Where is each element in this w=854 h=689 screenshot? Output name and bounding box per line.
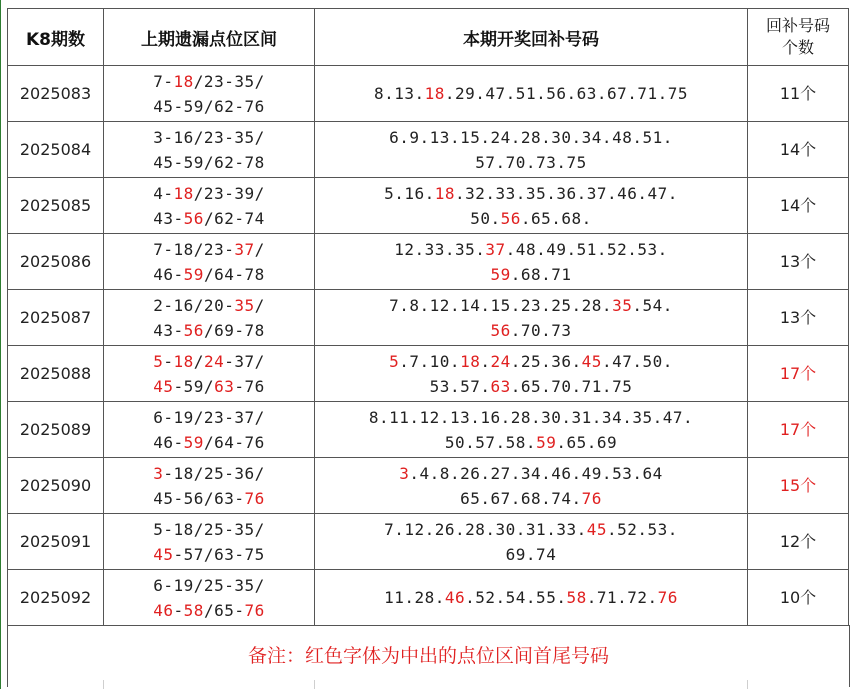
interval-cell-line: [104, 69, 314, 94]
sheet-gridline: [103, 680, 104, 689]
period-cell: 2025088: [8, 346, 104, 402]
count-cell: 12个: [748, 514, 849, 570]
number-text: 12.33.35.: [394, 239, 486, 259]
highlight-number: 24: [490, 351, 511, 371]
interval-cell-line: [104, 262, 314, 287]
number-text: 6-19/23-37/: [153, 407, 265, 427]
number-text: 43-: [153, 208, 184, 228]
interval-cell-line: [104, 517, 314, 542]
highlight-number: 45: [153, 376, 174, 396]
count-cell: 17个: [748, 402, 849, 458]
number-text: .29.47.51.56.63.67.71.75: [444, 84, 689, 103]
numbers-cell-line: [315, 405, 747, 430]
number-text: 3-16/23-35/: [153, 127, 265, 147]
interval-cell: [104, 234, 315, 290]
table-row: [8, 458, 849, 514]
number-text: -: [163, 351, 174, 371]
highlight-number: 59: [183, 432, 204, 452]
header-interval: 上期遗漏点位区间: [104, 9, 315, 66]
number-text: 11.28.: [384, 588, 445, 607]
numbers-cell-line: [315, 517, 747, 542]
highlight-number: 18: [424, 84, 445, 103]
number-text: 7.12.26.28.30.31.33.: [384, 519, 587, 539]
number-text: -18/25-36/: [163, 463, 265, 483]
count-cell: 13个: [748, 234, 849, 290]
numbers-cell-line: [315, 430, 747, 455]
highlight-number: 18: [173, 351, 194, 371]
number-text: 6-19/25-35/: [153, 575, 265, 595]
sheet-gridline: [747, 680, 748, 689]
number-text: -57/63-75: [173, 544, 265, 564]
header-count: [748, 9, 849, 66]
numbers-cell-line: [315, 150, 747, 175]
sheet-gridline: [314, 680, 315, 689]
number-text: 45-56/63-: [153, 488, 245, 508]
header-numbers: 本期开奖回补号码: [315, 9, 748, 66]
header-row: [8, 9, 849, 66]
table-row: [8, 514, 849, 570]
interval-cell: [104, 290, 315, 346]
count-cell: 11个: [748, 66, 849, 122]
highlight-number: 5: [389, 351, 400, 371]
highlight-number: 58: [183, 600, 204, 620]
highlight-number: 46: [153, 600, 174, 620]
table-row: [8, 290, 849, 346]
interval-cell-line: [104, 318, 314, 343]
number-text: /23-35/: [193, 71, 265, 91]
number-text: /69-78: [203, 320, 265, 340]
highlight-number: 56: [500, 208, 521, 228]
number-text: .65.70.71.75: [510, 376, 633, 396]
number-text: .25.36.: [510, 351, 582, 371]
number-text: -76: [234, 376, 265, 396]
numbers-cell-line: [315, 293, 747, 318]
highlight-number: 76: [657, 588, 678, 607]
number-text: 7.8.12.14.15.23.25.28.: [389, 295, 613, 315]
interval-cell: [104, 122, 315, 178]
number-text: .: [480, 351, 491, 371]
numbers-cell-line: [315, 125, 747, 150]
highlight-number: 24: [203, 351, 225, 371]
numbers-cell-line: [315, 318, 747, 343]
interval-cell-line: [104, 486, 314, 511]
number-text: 5-18/25-35/: [153, 519, 265, 539]
number-text: .71.72.: [586, 588, 658, 607]
number-text: -: [173, 600, 184, 620]
highlight-number: 5: [153, 351, 164, 371]
highlight-number: 18: [173, 71, 194, 91]
interval-cell-line: [104, 461, 314, 486]
number-text: -37/: [224, 351, 265, 371]
number-text: /: [254, 239, 265, 259]
numbers-cell: [315, 346, 748, 402]
highlight-number: 58: [566, 588, 587, 607]
highlight-number: 45: [586, 519, 607, 539]
footnote: 备注：红色字体为中出的点位区间首尾号码: [7, 625, 850, 687]
number-text: 65.67.68.74.: [460, 488, 582, 508]
number-text: .65.69: [556, 432, 618, 452]
interval-cell-line: [104, 181, 314, 206]
numbers-cell-line: [315, 461, 747, 486]
number-text: .54.: [632, 295, 673, 315]
interval-cell: [104, 570, 315, 626]
period-cell: 2025090: [8, 458, 104, 514]
number-text: 50.57.58.: [444, 432, 537, 452]
highlight-number: 3: [399, 463, 410, 483]
number-text: /: [193, 351, 204, 371]
number-text: 6.9.13.15.24.28.30.34.48.51.: [389, 127, 673, 147]
count-cell: 13个: [748, 290, 849, 346]
header-count-line1: 回补号码: [765, 16, 830, 35]
number-text: 7-18/23-: [153, 239, 235, 259]
number-text: .70.73: [510, 320, 572, 340]
numbers-cell: [315, 178, 748, 234]
numbers-cell-line: [315, 486, 747, 511]
interval-cell-line: [104, 598, 314, 623]
interval-cell-line: [104, 94, 314, 119]
count-cell: 17个: [748, 346, 849, 402]
table-row: [8, 234, 849, 290]
header-count-line2: 个数: [781, 38, 814, 57]
number-text: .32.33.35.36.37.46.47.: [455, 183, 678, 203]
number-text: .4.8.26.27.34.46.49.53.64: [409, 463, 663, 483]
highlight-number: 59: [183, 264, 204, 284]
interval-cell: [104, 346, 315, 402]
numbers-cell: [315, 122, 748, 178]
period-cell: 2025087: [8, 290, 104, 346]
interval-cell: [104, 178, 315, 234]
interval-cell-line: [104, 430, 314, 455]
highlight-number: 63: [214, 376, 235, 396]
number-text: .48.49.51.52.53.: [505, 239, 668, 259]
number-text: .52.53.: [606, 519, 678, 539]
interval-cell: [104, 402, 315, 458]
period-cell: 2025091: [8, 514, 104, 570]
numbers-cell-line: [315, 81, 747, 106]
number-text: 5.16.: [384, 183, 435, 203]
number-text: 46-: [153, 432, 184, 452]
table-row: [8, 402, 849, 458]
table-row: [8, 66, 849, 122]
highlight-number: 76: [244, 488, 265, 508]
numbers-cell: [315, 570, 748, 626]
highlight-number: 76: [581, 488, 602, 508]
interval-cell: [104, 514, 315, 570]
number-text: 45-59/62-78: [153, 152, 265, 172]
period-cell: 2025085: [8, 178, 104, 234]
highlight-number: 37: [234, 239, 255, 259]
number-text: 8.13.: [373, 84, 425, 103]
numbers-cell: [315, 514, 748, 570]
numbers-cell: [315, 458, 748, 514]
number-text: 69.74: [505, 544, 557, 564]
number-text: /62-74: [203, 208, 265, 228]
highlight-number: 59: [536, 432, 557, 452]
highlight-number: 37: [485, 239, 506, 259]
interval-cell-line: [104, 573, 314, 598]
number-text: 53.57.: [429, 376, 491, 396]
highlight-number: 46: [444, 588, 466, 607]
interval-cell-line: [104, 542, 314, 567]
highlight-number: 59: [490, 264, 511, 284]
numbers-cell: [315, 290, 748, 346]
numbers-cell-line: [315, 181, 747, 206]
interval-cell: [104, 458, 315, 514]
table-body: [8, 66, 849, 626]
table-row: [8, 570, 849, 626]
interval-cell-line: [104, 206, 314, 231]
interval-cell-line: [104, 405, 314, 430]
highlight-number: 35: [612, 295, 633, 315]
highlight-number: 3: [153, 463, 164, 483]
highlight-number: 56: [490, 320, 511, 340]
number-text: /65-: [203, 600, 245, 620]
interval-cell: [104, 66, 315, 122]
highlight-number: 18: [173, 183, 194, 203]
number-text: /23-39/: [193, 183, 265, 203]
interval-cell-line: [104, 374, 314, 399]
count-cell: 15个: [748, 458, 849, 514]
table-row: [8, 346, 849, 402]
highlight-number: 18: [434, 183, 455, 203]
table-row: [8, 122, 849, 178]
numbers-cell-line: [315, 542, 747, 567]
interval-cell-line: [104, 150, 314, 175]
numbers-cell: [315, 66, 748, 122]
number-text: .52.54.55.: [465, 588, 567, 607]
highlight-number: 45: [153, 544, 174, 564]
number-text: -59/: [173, 376, 215, 396]
sheet-left-border: [0, 0, 1, 689]
highlight-number: 35: [234, 295, 255, 315]
period-cell: 2025084: [8, 122, 104, 178]
highlight-number: 76: [244, 600, 265, 620]
period-cell: 2025086: [8, 234, 104, 290]
highlight-number: 45: [581, 351, 602, 371]
highlight-number: 63: [490, 376, 511, 396]
header-period: K8期数: [8, 9, 104, 66]
interval-cell-line: [104, 125, 314, 150]
numbers-cell-line: [315, 206, 747, 231]
numbers-cell: [315, 402, 748, 458]
numbers-cell-line: [315, 349, 747, 374]
number-text: 57.70.73.75: [475, 152, 587, 172]
number-text: 45-59/62-76: [153, 96, 265, 116]
interval-cell-line: [104, 349, 314, 374]
numbers-cell-line: [315, 585, 747, 610]
number-text: 46-: [153, 264, 184, 284]
number-text: .47.50.: [601, 351, 673, 371]
number-text: 4-: [153, 183, 174, 203]
highlight-number: 56: [183, 208, 204, 228]
numbers-cell-line: [315, 262, 747, 287]
period-cell: 2025089: [8, 402, 104, 458]
count-cell: 14个: [748, 122, 849, 178]
interval-cell-line: [104, 237, 314, 262]
highlight-number: 56: [183, 320, 204, 340]
period-cell: 2025092: [8, 570, 104, 626]
numbers-cell-line: [315, 374, 747, 399]
count-cell: 14个: [748, 178, 849, 234]
number-text: 8.11.12.13.16.28.30.31.34.35.47.: [368, 407, 694, 427]
interval-cell-line: [104, 293, 314, 318]
number-text: /64-78: [203, 264, 265, 284]
numbers-cell: [315, 234, 748, 290]
number-text: 43-: [153, 320, 184, 340]
number-text: 7-: [153, 71, 174, 91]
number-text: .7.10.: [399, 351, 461, 371]
number-text: 50.: [470, 208, 501, 228]
table-row: [8, 178, 849, 234]
numbers-cell-line: [315, 237, 747, 262]
number-text: 2-16/20-: [153, 295, 235, 315]
number-text: /: [254, 295, 265, 315]
highlight-number: 18: [460, 351, 481, 371]
period-cell: 2025083: [8, 66, 104, 122]
result-table: [7, 8, 849, 626]
count-cell: 10个: [748, 570, 849, 626]
number-text: .65.68.: [520, 208, 592, 228]
number-text: .68.71: [510, 264, 572, 284]
number-text: /64-76: [203, 432, 265, 452]
